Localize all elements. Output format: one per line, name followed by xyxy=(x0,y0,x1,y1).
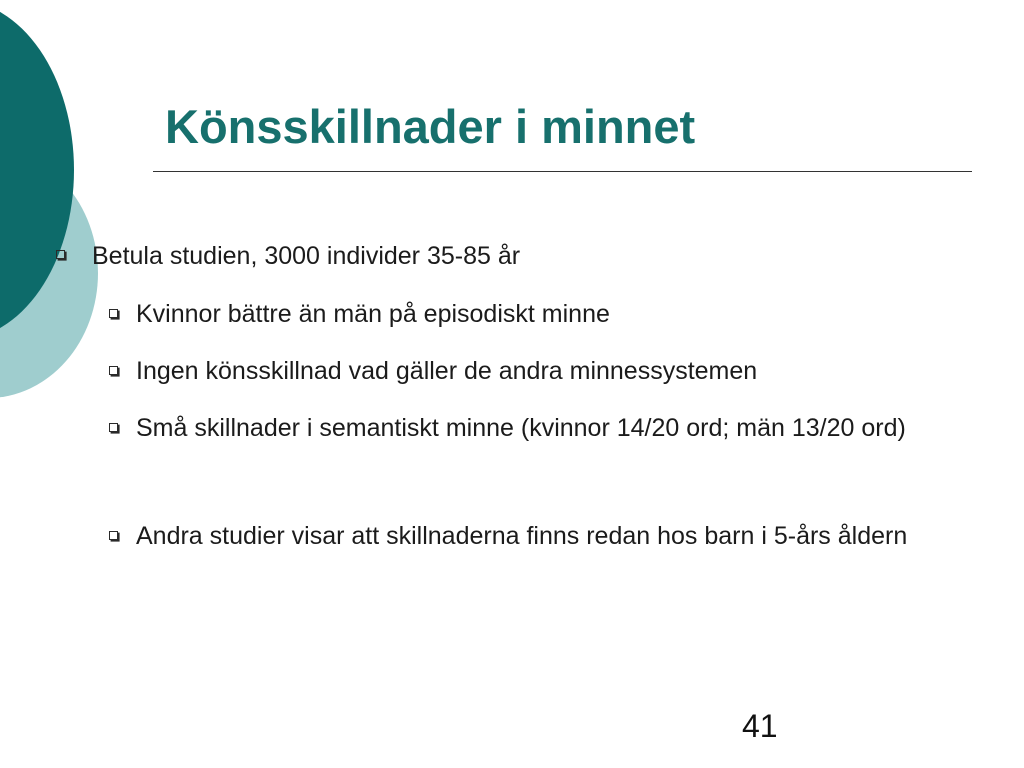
hollow-square-bullet-icon xyxy=(109,531,118,540)
sub-bullet-item xyxy=(136,402,972,454)
bullet-text: Små skillnader i semantiskt minne (kvinnor 14/20 ord; män 13/20 ord) xyxy=(136,414,906,442)
bullet-item xyxy=(92,230,972,282)
sub-bullet-item xyxy=(136,288,972,340)
title-divider xyxy=(153,171,972,172)
hollow-square-bullet-icon xyxy=(56,250,65,259)
page-number: 41 xyxy=(742,708,778,744)
bullet-text: Kvinnor bättre än män på episodiskt minne xyxy=(136,300,610,328)
sub-bullet-item xyxy=(136,510,976,562)
hollow-square-bullet-icon xyxy=(109,366,118,375)
bullet-text: Betula studien, 3000 individer 35-85 år xyxy=(92,242,521,270)
bullet-text: Ingen könsskillnad vad gäller de andra minnessystemen xyxy=(136,357,758,385)
sub-bullet-item xyxy=(136,345,972,397)
bullet-text: Andra studier visar att skillnaderna finns redan hos barn i 5-års åldern xyxy=(136,522,908,550)
hollow-square-bullet-icon xyxy=(109,309,118,318)
hollow-square-bullet-icon xyxy=(109,423,118,432)
slide-title: Könsskillnader i minnet xyxy=(165,100,696,153)
